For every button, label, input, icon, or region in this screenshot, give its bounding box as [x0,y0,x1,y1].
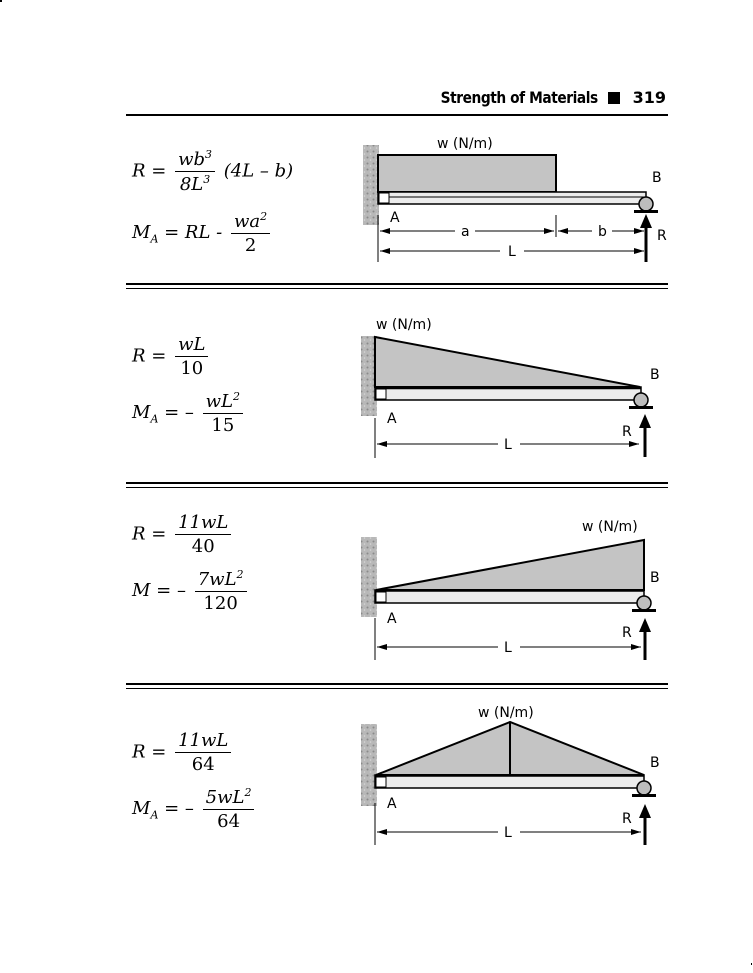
beam [375,775,644,788]
point-b-label: B [650,367,660,383]
exponent: 2 [236,568,244,581]
point-a-label: A [387,611,397,627]
point-b-label: B [650,755,660,771]
denominator: 8L [179,174,204,195]
denominator: 40 [191,536,215,557]
dimension-a-label: a [461,224,470,240]
denominator: 10 [180,358,204,379]
formula-lhs: M [132,402,151,423]
fixed-wall [361,724,377,806]
point-a-label: A [390,210,400,226]
numerator: wb [178,149,206,170]
formula-lhs: M [132,798,151,819]
dimension-l-label: L [504,437,512,453]
dimension-b-label: b [598,224,607,240]
load-label: w (N/m) [437,136,493,152]
numerator: 7wL [197,569,237,590]
point-b-label: B [650,570,660,586]
denominator: 64 [217,811,241,832]
exponent: 3 [205,148,213,161]
denominator: 64 [191,754,215,775]
running-title: Strength of Materials [440,88,598,107]
denominator: 2 [244,235,257,256]
reaction-label: R [622,424,632,440]
reaction-label: R [622,625,632,641]
subscript: A [150,412,159,426]
pin-support-icon [637,781,651,795]
formula-lhs: R = [132,523,167,545]
exponent: 3 [203,173,211,186]
numerator: 5wL [205,787,245,808]
point-b-label: B [652,170,662,186]
formula-tail: (4L – b) [223,160,294,182]
point-a-label: A [387,796,397,812]
numerator: 11wL [175,730,231,753]
dimension-l-label: L [504,640,512,656]
dimension-l-label: L [508,244,516,260]
subscript: A [150,232,159,246]
subscript: A [150,808,159,822]
formula-eq: = – [164,798,194,819]
exponent: 2 [233,390,241,403]
load-label: w (N/m) [376,317,432,333]
exponent: 2 [260,210,268,223]
dimension-l-label: L [504,825,512,841]
load-label: w (N/m) [478,705,534,721]
numerator: wL [205,391,234,412]
reaction-label: R [657,228,667,244]
point-a-label: A [387,411,397,427]
page-number: 319 [632,88,666,107]
wall-bracket-icon [376,777,386,787]
formula-lhs: R = [132,345,167,367]
numerator: wL [175,334,208,357]
formula-eq: = RL - [164,222,223,243]
formula-lhs: M [132,222,151,243]
formula-lhs: M = – [132,580,186,601]
denominator: 15 [211,415,235,436]
denominator: 120 [203,593,238,614]
load-label: w (N/m) [582,519,638,535]
formula-eq: = – [164,402,194,423]
numerator: wa [233,211,261,232]
reaction-label: R [622,811,632,827]
formula-lhs: R = [132,160,167,182]
exponent: 2 [244,786,252,799]
numerator: 11wL [175,512,231,535]
formula-lhs: R = [132,741,167,763]
